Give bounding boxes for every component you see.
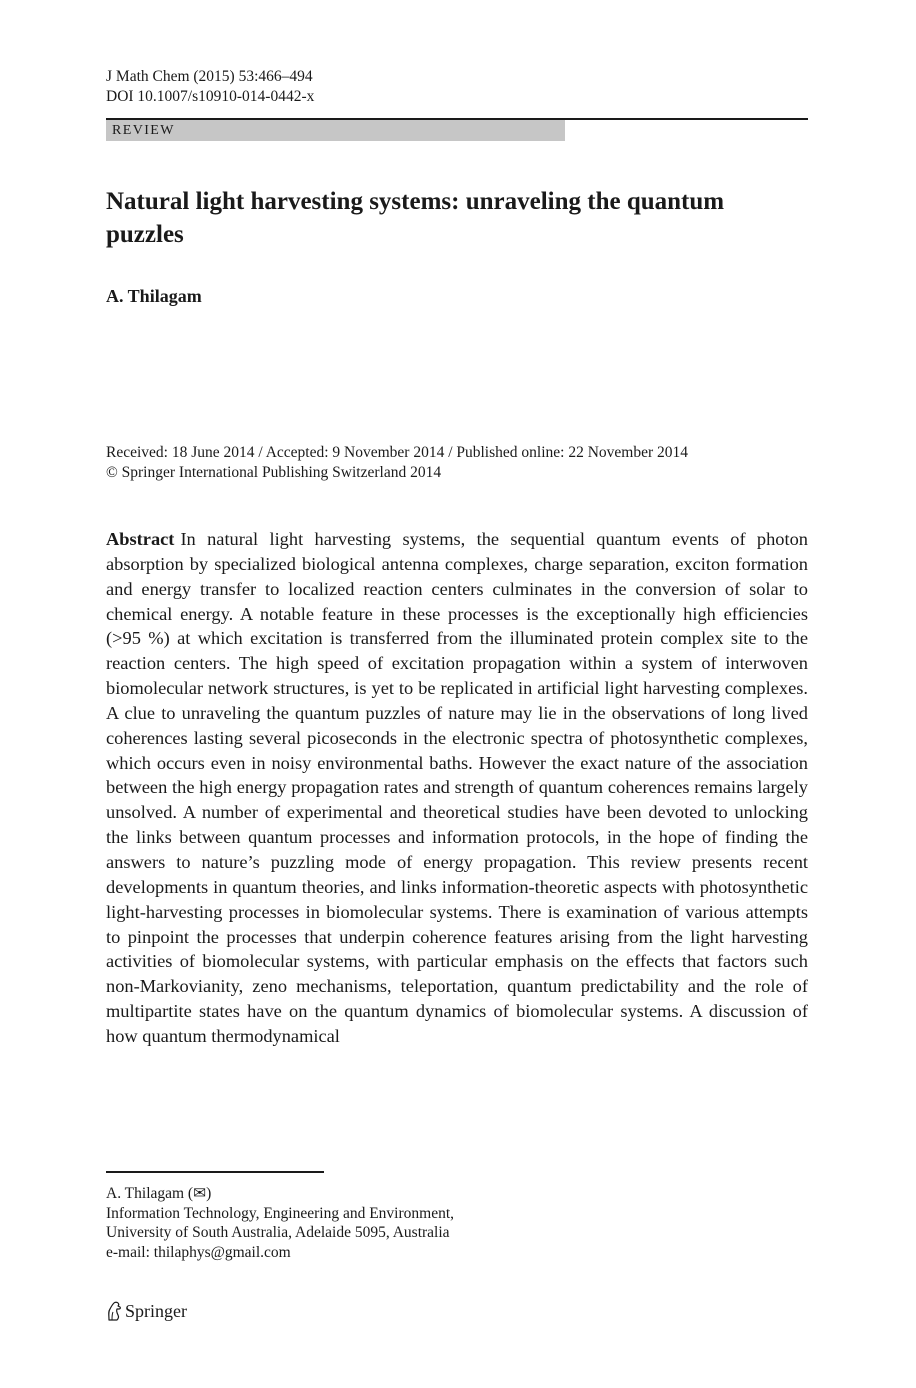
publication-dates: Received: 18 June 2014 / Accepted: 9 November 2014 / Published online: 22 November 2014 <box>106 444 688 461</box>
springer-horse-icon <box>106 1301 122 1321</box>
footnote-affiliation-2: University of South Australia, Adelaide 5095, Australia <box>106 1224 450 1242</box>
publisher-name: Springer <box>125 1301 187 1321</box>
article-title: Natural light harvesting systems: unraveling the quantum puzzles <box>106 188 725 248</box>
publisher-mark <box>106 1299 187 1323</box>
footnote-rule <box>106 1171 324 1173</box>
footnote-email: e-mail: thilaphys@gmail.com <box>106 1244 291 1262</box>
copyright-notice: © Springer International Publishing Switzerland 2014 <box>106 464 442 481</box>
author-name: A. Thilagam <box>106 286 202 306</box>
article-type-band <box>106 120 565 141</box>
footnote-affiliation-1: Information Technology, Engineering and Environment, <box>106 1204 455 1222</box>
publication-history <box>106 443 688 483</box>
author-footnote <box>106 1184 454 1263</box>
abstract <box>106 527 808 1049</box>
footnote-author: A. Thilagam (✉) <box>106 1185 212 1202</box>
journal-citation: J Math Chem (2015) 53:466–494 <box>106 68 313 85</box>
journal-reference <box>106 67 314 107</box>
doi: DOI 10.1007/s10910-014-0442-x <box>106 88 315 105</box>
abstract-heading: Abstract <box>106 529 175 549</box>
abstract-text: In natural light harvesting systems, the sequential quantum events of photon absorption by specialized biological antenna complexes, charge separation, exciton formation and energy transfer to localized reaction centers culminates in the conversion of solar to chemical energy. A notable feature in these processes is the exceptionally high efficiencies (>95 %) at which excitation is transferred from the illuminated protein complex site to the reaction centers. The high speed of excitation propagation within a system of interwoven biomolecular network structures, is yet to be replicated in artificial light harvesting complexes. A clue to unraveling the quantum puzzles of nature may lie in the observations of long lived coherences lasting several picoseconds in the electronic spectra of photosynthetic complexes, which occurs even in noisy environmental baths. However the exact nature of the association between the high energy propagation rates and strength of quantum coherences remains largely unsolved. A number of experimental and theoretical studies have been devoted to unlocking the links between quantum processes and information protocols, in the hope of finding the answers to nature’s puzzling mode of energy propagation. This review presents recent developments in quantum theories, and links information-theoretic aspects with photosynthetic light-harvesting processes in biomolecular systems. There is examination of various attempts to pinpoint the processes that underpin coherence features arising from the light harvesting activities of biomolecular systems, with particular emphasis on the effects that factors such non-Markovianity, zeno mechanisms, teleportation, quantum predictability and the role of multipartite states have on the quantum dynamics of biomolecular systems. A discussion of how quantum thermodynamical <box>106 529 808 1046</box>
article-type-label: REVIEW <box>112 123 175 138</box>
